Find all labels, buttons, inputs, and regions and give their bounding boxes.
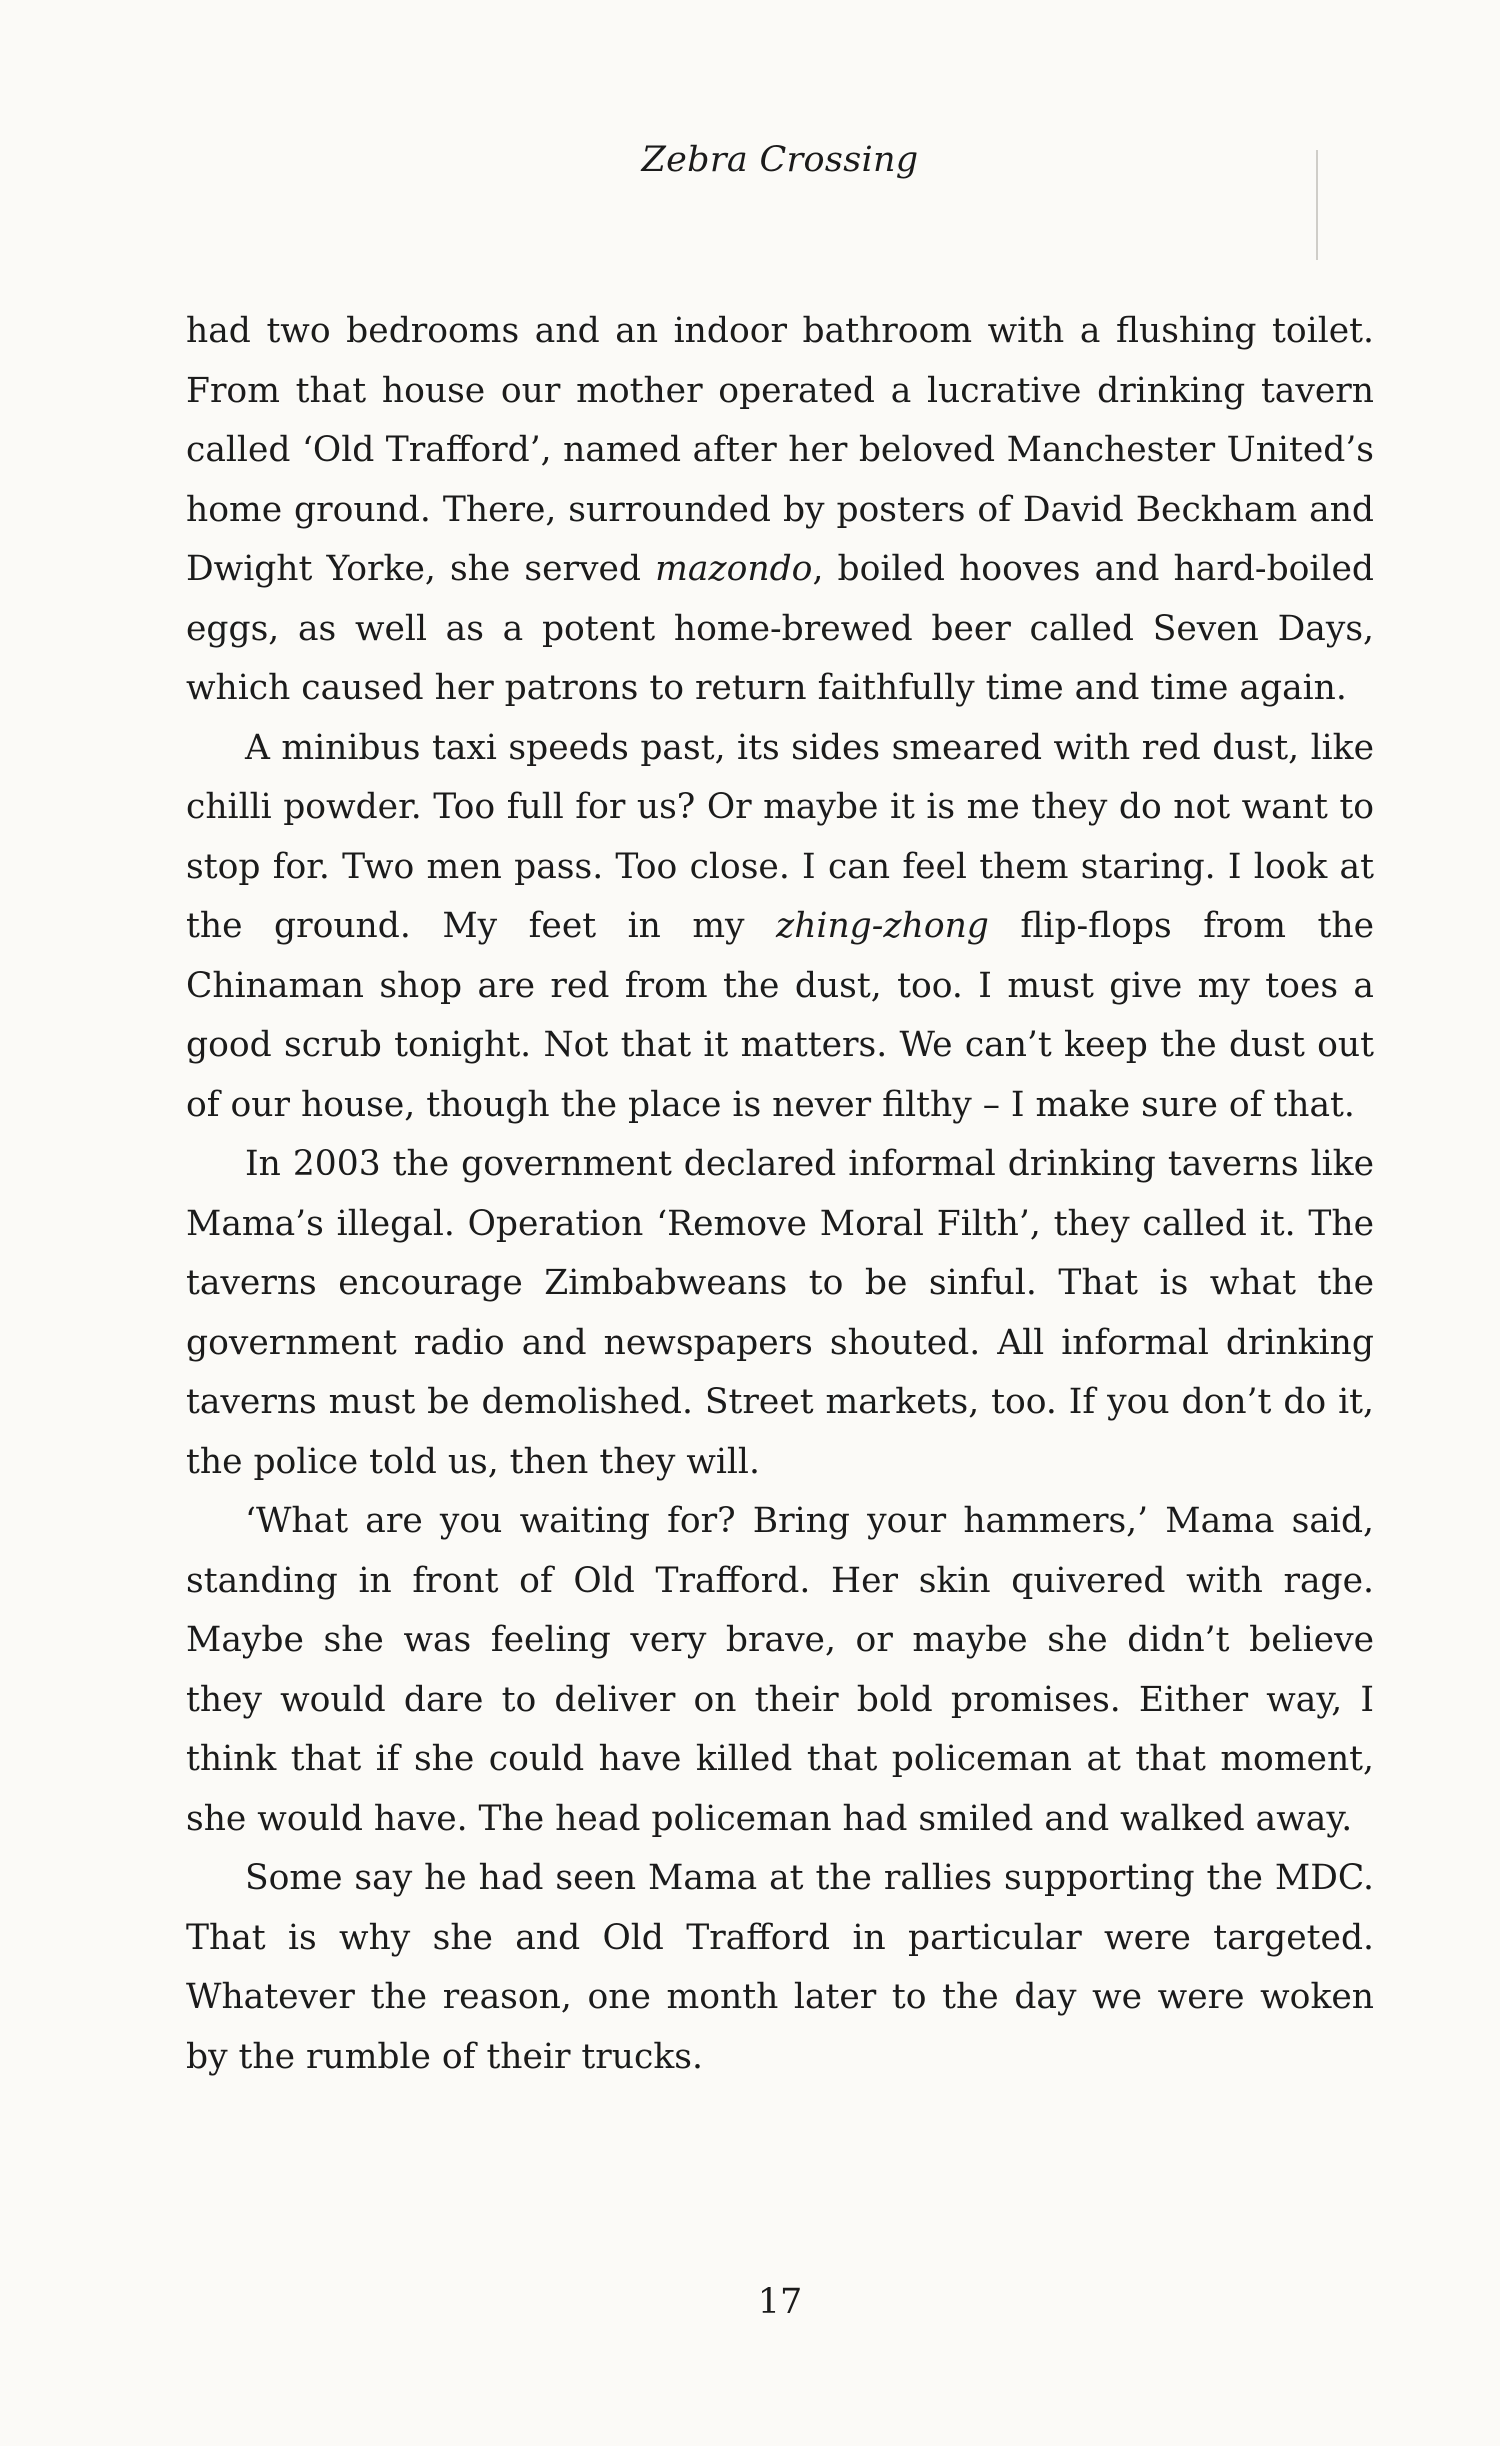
running-head: Zebra Crossing (641, 140, 919, 180)
paragraph-5-text: Some say he had seen Mama at the rallies supporting the MDC. That is why she and Old Trafford in particular were targeted. Whatever the reason, one month later to the day we were woken by the rumble of their trucks. (186, 1858, 1374, 2077)
paragraph-2-text-a: A minibus taxi speeds past, its sides smeared with red dust, like chilli powder. Too full for us? Or maybe it is me they do not want to stop for. Two men pass. Too close. I can feel them staring. I look at the ground. My feet in my (186, 727, 1374, 946)
paragraph-3 (186, 1135, 1374, 1492)
paragraph-1-italic-mazondo: mazondo (655, 549, 813, 589)
paragraph-1 (186, 302, 1374, 719)
page-number: 17 (757, 2282, 803, 2322)
paragraph-5 (186, 1849, 1374, 2087)
paragraph-4-text: ‘What are you waiting for? Bring your hammers,’ Mama said, standing in front of Old Trafford. Her skin quivered with rage. Maybe she was feeling very brave, or maybe she didn’t believe they would dare to deliver on their bold promises. Either way, I think that if she could have killed that policeman at that moment, she would have. The head policeman had smiled and walked away. (186, 1501, 1374, 1839)
paragraph-4 (186, 1492, 1374, 1849)
paragraph-2-italic-zhing-zhong: zhing-zhong (776, 906, 989, 946)
paragraph-2 (186, 719, 1374, 1136)
paragraph-3-text: In 2003 the government declared informal drinking taverns like Mama’s illegal. Operation ‘Remove Moral Filth’, they called it. The taverns encourage Zimbabweans to be sinful. That is what the government radio and newspapers shouted. All informal drinking taverns must be demolished. Street markets, too. If you don’t do it, the police told us, then they will. (186, 1144, 1374, 1482)
paragraph-1-text-b: , boiled hooves and hard-boiled eggs, as well as a potent home-brewed beer called Seven Days, which caused her patrons to return faithfully time and time again. (186, 549, 1374, 708)
body-text (186, 302, 1374, 2087)
paragraph-2-text-b: flip-flops from the Chinaman shop are red from the dust, too. I must give my toes a good scrub tonight. Not that it matters. We can’t keep the dust out of our house, though the place is never filthy – I make sure of that. (186, 906, 1374, 1125)
paragraph-1-text-a: had two bedrooms and an indoor bathroom with a flushing toilet. From that house our mother operated a lucrative drinking tavern called ‘Old Trafford’, named after her beloved Manchester United’s home ground. There, surrounded by posters of David Beckham and Dwight Yorke, she served (186, 311, 1374, 589)
